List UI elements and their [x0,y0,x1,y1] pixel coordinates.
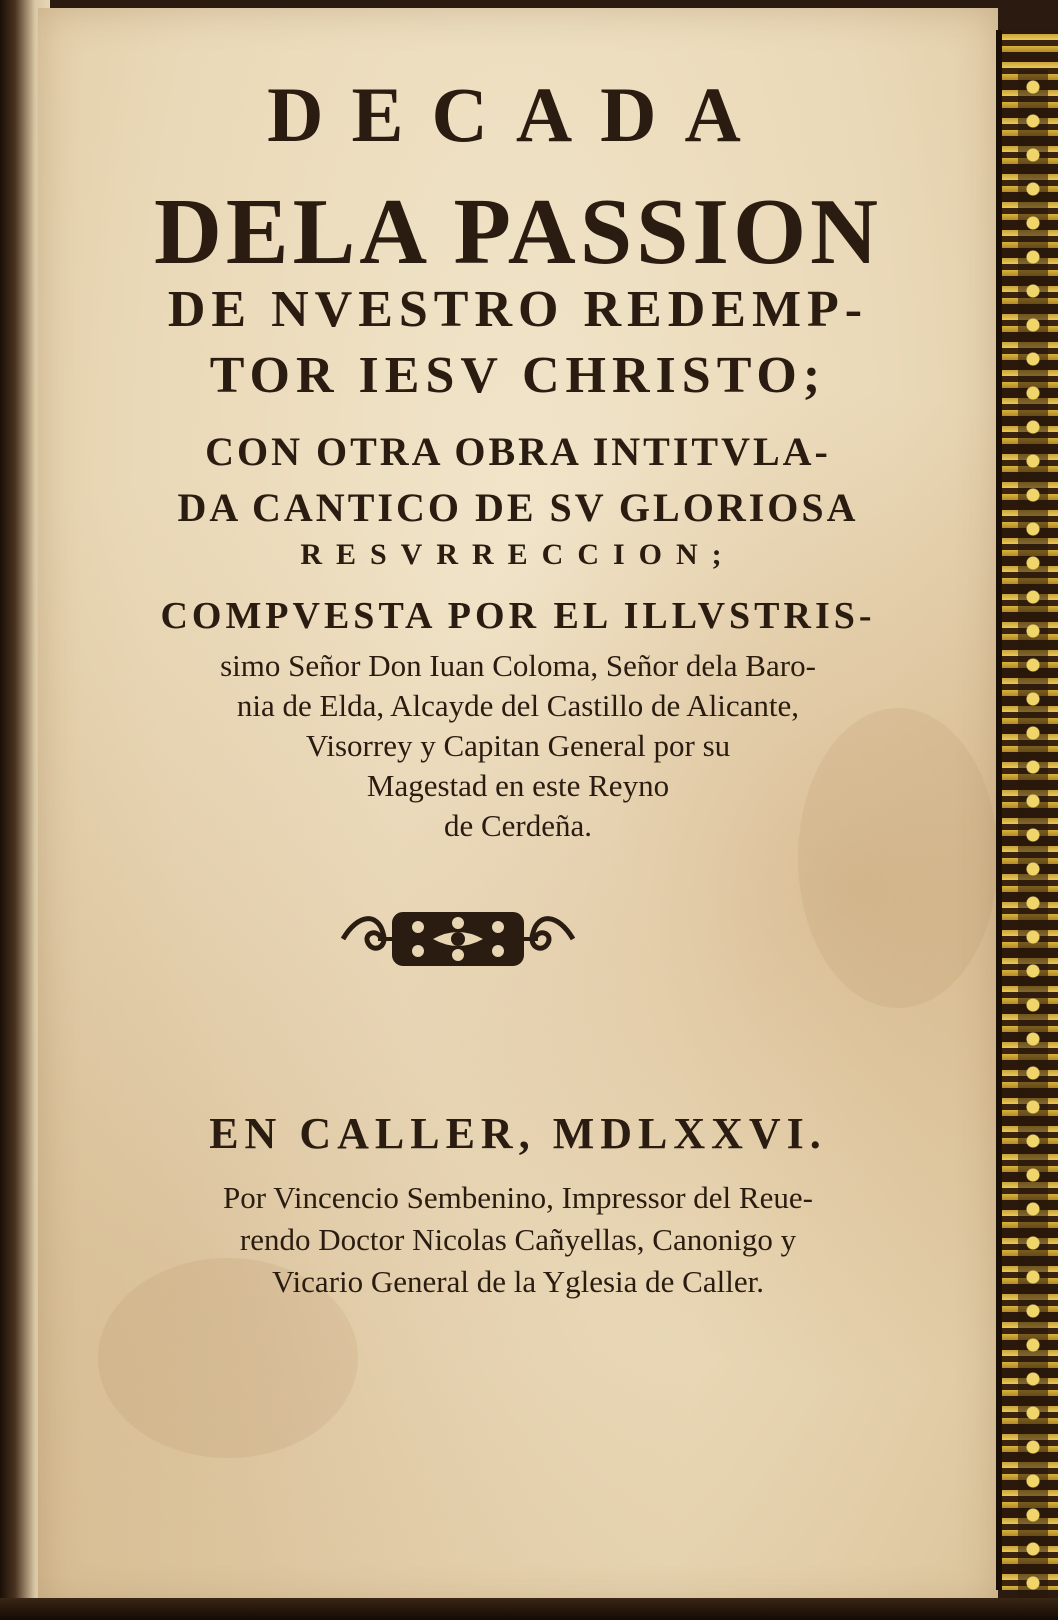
title-line-4: TOR IESV CHRISTO; [209,347,827,404]
imprint-printer-line-3: Vicario General de la Yglesia de Caller. [272,1264,764,1299]
author-line-6: de Cerdeña. [443,808,593,843]
author-line-5: Magestad en este Reyno [366,768,670,803]
gilt-pattern [1018,70,1048,1610]
title-line-passion: DELA PASSION [154,180,882,284]
title-line-decada: DECADA [267,71,769,158]
title-line-7: RESVRRECCION; [300,538,736,571]
author-line-3: nia de Elda, Alcayde del Castillo de Alicante, [236,688,800,723]
title-line-5: CON OTRA OBRA INTITVLA- [205,429,831,474]
cover-bottom-edge [0,1598,1058,1620]
author-line-2: simo Señor Don Iuan Coloma, Señor dela Baro- [220,648,816,683]
title-page [38,8,998,1608]
imprint-place-date: EN CALLER, MDLXXVI. [209,1109,827,1158]
title-line-6: DA CANTICO DE SV GLORIOSA [177,485,859,530]
gilt-cover-border [996,30,1058,1590]
author-line-1: COMPVESTA POR EL ILLVSTRIS- [160,595,876,637]
imprint-printer-line-1: Por Vincencio Sembenino, Impressor del Reue- [223,1180,813,1215]
imprint-printer-line-2: rendo Doctor Nicolas Cañyellas, Canonigo y [239,1222,797,1257]
author-line-4: Visorrey y Capitan General por su [305,728,731,763]
title-line-3: DE NVESTRO REDEMP- [167,281,869,338]
printers-ornament-icon [333,903,583,975]
